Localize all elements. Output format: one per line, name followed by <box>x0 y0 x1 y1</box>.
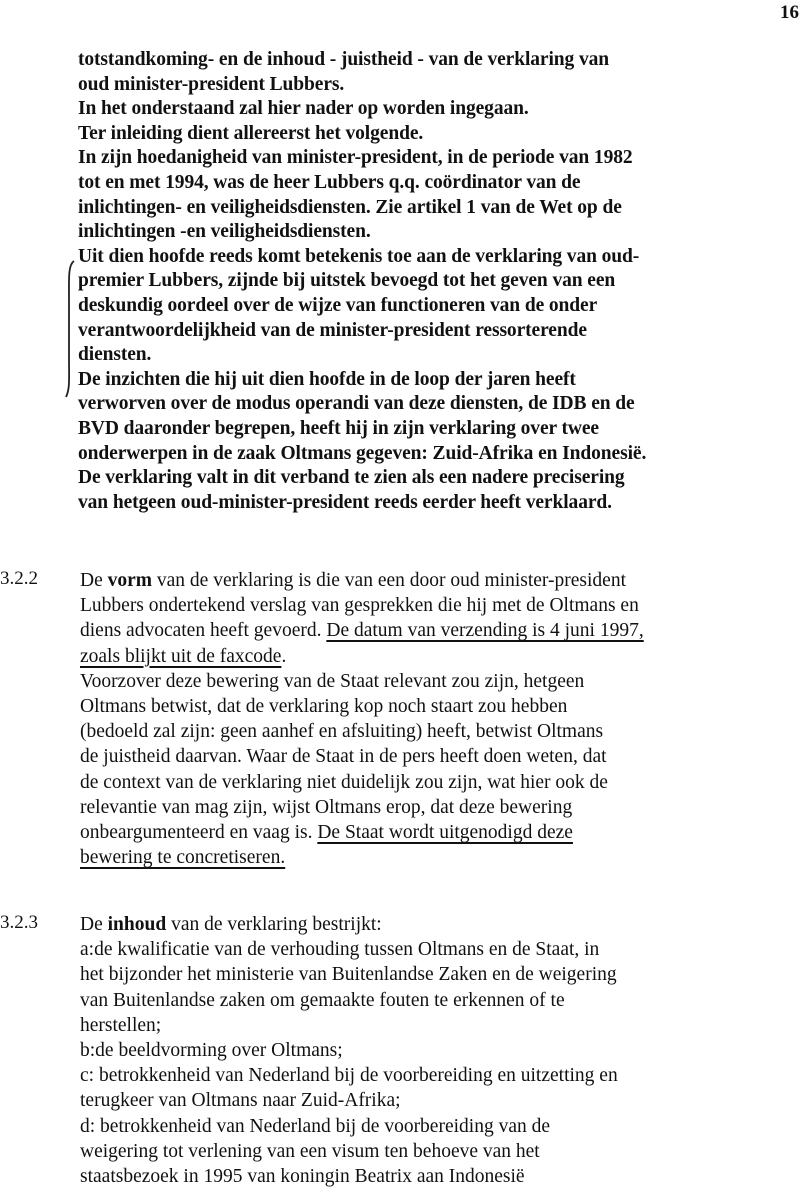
text-line: inlichtingen- en veiligheidsdiensten. Zie artikel 1 van de Wet op de <box>78 196 622 218</box>
text-line: In zijn hoedanigheid van minister-president, in de periode van 1982 <box>78 147 633 169</box>
emphasis-vorm: vorm <box>107 570 153 591</box>
text-line: d: betrokkenheid van Nederland bij de voorbereiding van de <box>80 1115 551 1137</box>
text-line: oud minister-president Lubbers. <box>78 73 345 95</box>
text-line <box>80 644 795 669</box>
text-line: diensten. <box>78 344 152 366</box>
intro-paragraph <box>78 48 790 515</box>
text-segment: van de verklaring is die van een door oud minister-president <box>152 570 627 591</box>
text-line: Ter inleiding dient allereerst het volgende. <box>78 122 424 144</box>
underlined-text: De Staat wordt uitgenodigd deze <box>317 822 573 844</box>
text-line <box>80 845 795 870</box>
text-line: In het onderstaand zal hier nader op worden ingegaan. <box>78 98 529 120</box>
text-line: de context van de verklaring niet duidelijk zou zijn, wat hier ook de <box>80 771 608 793</box>
text-line: BVD daaronder begrepen, heeft hij in zijn verklaring over twee <box>78 417 599 439</box>
text-line: staatsbezoek in 1995 van koningin Beatrix aan Indonesië <box>80 1166 525 1188</box>
text-line: het bijzonder het ministerie van Buitenlandse Zaken en de weigering <box>80 964 617 986</box>
text-segment: van de verklaring bestrijkt: <box>166 914 382 935</box>
text-line: onderwerpen in de zaak Oltmans gegeven: Zuid-Afrika en Indonesië. <box>78 442 647 464</box>
text-line: van Buitenlandse zaken om gemaakte fouten te erkennen of te <box>80 989 565 1011</box>
text-line: weigering tot verlening van een visum ten behoeve van het <box>80 1140 540 1162</box>
text-line <box>80 820 795 845</box>
text-segment: . <box>281 645 287 667</box>
text-line: verworven over de modus operandi van deze diensten, de IDB en de <box>78 393 635 415</box>
text-line: b:de beeldvorming over Oltmans; <box>80 1040 343 1062</box>
section-3-2-3 <box>0 912 803 1197</box>
section-3-2-2 <box>0 568 803 898</box>
text-line: premier Lubbers, zijnde bij uitstek bevoegd tot het geven van een <box>78 270 616 292</box>
text-line <box>80 568 795 593</box>
text-line: (bedoeld zal zijn: geen aanhef en afsluiting) heeft, betwist Oltmans <box>80 721 604 743</box>
text-segment: De <box>80 914 108 935</box>
text-segment: De <box>80 570 108 591</box>
text-line: relevantie van mag zijn, wijst Oltmans erop, dat deze bewering <box>80 796 573 818</box>
text-line <box>80 618 795 643</box>
text-line: De verklaring valt in dit verband te zien als een nadere precisering <box>78 467 625 489</box>
text-line: De inzichten die hij uit dien hoofde in de loop der jaren heeft <box>78 368 576 390</box>
text-line: deskundig oordeel over de wijze van functioneren van de onder <box>78 294 598 316</box>
underlined-text: De datum van verzending is 4 juni 1997, <box>326 620 644 642</box>
text-line: Oltmans betwist, dat de verklaring kop noch staart zou hebben <box>80 696 568 718</box>
margin-bracket-mark <box>64 259 78 399</box>
underlined-text: bewering te concretiseren. <box>80 847 286 869</box>
text-line: Lubbers ondertekend verslag van gesprekken die hij met de Oltmans en <box>80 595 639 617</box>
text-line: tot en met 1994, was de heer Lubbers q.q. coördinator van de <box>78 171 581 193</box>
emphasis-inhoud: inhoud <box>107 914 167 935</box>
text-line <box>80 912 795 937</box>
text-line: de juistheid daarvan. Waar de Staat in de pers heeft doen weten, dat <box>80 746 607 768</box>
text-line: verantwoordelijkheid van de minister-president ressorterende <box>78 319 587 341</box>
text-segment: onbeargumenteerd en vaag is. <box>80 822 318 844</box>
text-line: c: betrokkenheid van Nederland bij de voorbereiding en uitzetting en <box>80 1065 618 1087</box>
text-segment: diens advocaten heeft gevoerd. <box>80 620 327 642</box>
underlined-text: zoals blijkt uit de faxcode <box>80 645 282 667</box>
text-line: inlichtingen -en veiligheidsdiensten. <box>78 221 371 243</box>
text-line: Voorzover deze bewering van de Staat relevant zou zijn, hetgeen <box>80 670 585 692</box>
text-line: Uit dien hoofde reeds komt betekenis toe aan de verklaring van oud- <box>78 245 640 267</box>
text-line: a:de kwalificatie van de verhouding tussen Oltmans en de Staat, in <box>80 939 600 961</box>
text-line: herstellen; <box>80 1014 162 1036</box>
section-number: 3.2.2 <box>0 568 38 589</box>
text-line: van hetgeen oud-minister-president reeds eerder heeft verklaard. <box>78 491 612 513</box>
page-number: 16 <box>780 2 799 23</box>
text-line: terugkeer van Oltmans naar Zuid-Afrika; <box>80 1090 401 1112</box>
section-number: 3.2.3 <box>0 912 38 933</box>
text-line: totstandkoming- en de inhoud - juistheid - van de verklaring van <box>78 49 610 70</box>
